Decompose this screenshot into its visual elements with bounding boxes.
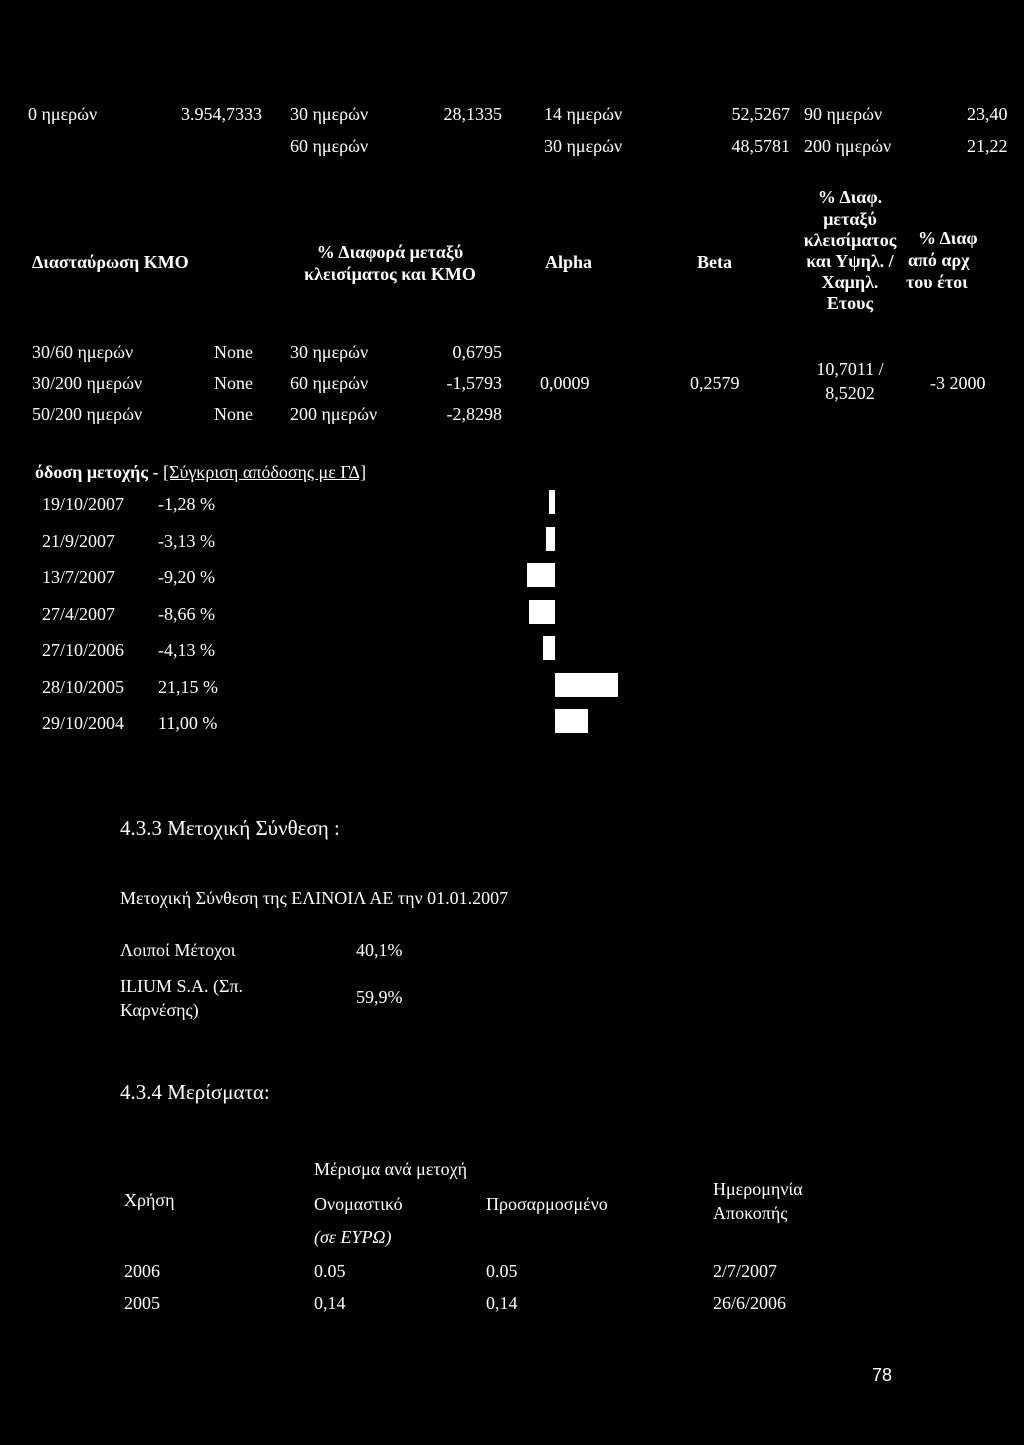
performance-value: -8,66 % xyxy=(158,603,215,624)
dividend-adjusted: 0,14 xyxy=(486,1293,518,1313)
ma-r1-period-3: 14 ημερών xyxy=(544,104,623,124)
cross-pair: 30/60 ημερών xyxy=(32,342,134,362)
dividend-nominal: 0,14 xyxy=(314,1293,346,1313)
ma-r2-value-1: 48,5781 xyxy=(731,136,790,156)
performance-value: 21,15 % xyxy=(158,676,218,697)
performance-value: -3,13 % xyxy=(158,530,215,551)
performance-bar xyxy=(555,673,618,697)
dividend-col-adjusted: Προσαρμοσμένο xyxy=(486,1194,608,1214)
ma-r1-value-1: 3.954,7333 xyxy=(181,104,262,124)
dividend-year: 2005 xyxy=(124,1293,160,1313)
cross-pair: 50/200 ημερών xyxy=(32,404,143,424)
header-hl-line5: Χαμηλ. xyxy=(821,272,879,292)
header-cross: Διασταύρωση ΚΜΟ xyxy=(32,252,189,272)
ma-r1-value-4: 23,40 xyxy=(967,104,1008,124)
cross-period: 30 ημερών xyxy=(290,342,369,362)
performance-bar xyxy=(527,563,555,587)
header-hl-line6: Ετους xyxy=(826,293,874,313)
header-hl-line2: μεταξύ xyxy=(823,209,877,229)
performance-title: όδοση μετοχής xyxy=(35,462,148,482)
dividend-date: 2/7/2007 xyxy=(713,1261,778,1281)
ma-r1-period-1: 0 ημερών xyxy=(28,104,98,124)
performance-value: -4,13 % xyxy=(158,640,215,660)
dividend-col-currency: (σε ΕΥΡΩ) xyxy=(314,1227,392,1247)
shareholder-name: ILIUM S.A. (Σπ. xyxy=(120,976,244,996)
shareholder-name-line2: Καρνέσης) xyxy=(120,1000,199,1020)
dividend-group-header: Μέρισμα ανά μετοχή xyxy=(314,1159,468,1179)
cross-diff: -2,8298 xyxy=(446,404,502,424)
ma-r1-period-2: 30 ημερών xyxy=(290,104,369,124)
performance-date: 29/10/2004 xyxy=(42,713,125,733)
performance-bar xyxy=(543,636,555,660)
section-433-subtitle: Μετοχική Σύνθεση της ΕΛΙΝΟΙΛ ΑΕ την 01.01.2007 xyxy=(120,888,509,908)
ma-r1-value-2: 28,1335 xyxy=(443,104,502,124)
performance-date: 21/9/2007 xyxy=(42,530,116,551)
hl-value-line2: 8,5202 xyxy=(825,383,875,403)
dividend-col-year: Χρήση xyxy=(124,1190,175,1210)
header-beta: Beta xyxy=(697,252,732,272)
performance-value: 11,00 % xyxy=(158,713,218,733)
beta-value: 0,2579 xyxy=(690,373,740,393)
section-434-heading: 4.3.4 Μερίσματα: xyxy=(120,1080,270,1104)
dividend-col-date-line2: Αποκοπής xyxy=(713,1203,788,1223)
cross-diff: -1,5793 xyxy=(446,373,502,393)
shareholder-pct: 59,9% xyxy=(356,987,403,1007)
performance-date: 19/10/2007 xyxy=(42,494,125,514)
header-hl-line4: και Υψηλ. / xyxy=(806,251,894,271)
ma-r2-period-1: 60 ημερών xyxy=(290,136,369,156)
performance-bar xyxy=(555,709,588,733)
performance-date: 27/10/2006 xyxy=(42,640,125,660)
header-diff-line2: κλεισίματος και ΚΜΟ xyxy=(304,264,476,284)
performance-date: 28/10/2005 xyxy=(42,676,125,697)
cross-period: 200 ημερών xyxy=(290,404,378,424)
alpha-value: 0,0009 xyxy=(540,373,590,393)
compare-link[interactable]: [Σύγκριση απόδοσης με ΓΔ] xyxy=(162,462,367,482)
ma-r2-period-3: 200 ημερών xyxy=(804,136,892,156)
performance-date: 27/4/2007 xyxy=(42,603,116,624)
cross-pair: 30/200 ημερών xyxy=(32,373,143,393)
cross-value: None xyxy=(214,404,253,424)
cross-period: 60 ημερών xyxy=(290,373,369,393)
dividend-adjusted: 0.05 xyxy=(486,1261,518,1281)
dividend-col-date-line1: Ημερομηνία xyxy=(713,1179,803,1199)
dividend-year: 2006 xyxy=(124,1261,160,1281)
performance-separator: - xyxy=(152,462,159,482)
performance-date: 13/7/2007 xyxy=(42,567,116,587)
header-diff-line1: % Διαφορά μεταξύ xyxy=(316,242,464,262)
header-start-line3: του έτοι xyxy=(906,272,968,292)
hl-value-line1: 10,7011 / xyxy=(816,359,884,379)
ma-r2-value-2: 21,22 xyxy=(967,136,1008,156)
performance-bar xyxy=(549,490,555,514)
ma-r2-period-2: 30 ημερών xyxy=(544,136,623,156)
header-hl-line1: % Διαφ. xyxy=(817,187,883,207)
shareholder-name: Λοιποί Μέτοχοι xyxy=(120,940,236,960)
header-start-line2: από αρχ xyxy=(908,250,970,270)
performance-bar xyxy=(529,600,555,624)
section-433-heading: 4.3.3 Μετοχική Σύνθεση : xyxy=(120,816,340,840)
performance-title-line xyxy=(35,463,366,481)
shareholder-pct: 40,1% xyxy=(356,940,403,960)
cross-value: None xyxy=(214,342,253,362)
ma-r1-period-4: 90 ημερών xyxy=(804,104,883,124)
ma-r1-value-3: 52,5267 xyxy=(731,104,790,124)
header-alpha: Alpha xyxy=(545,252,593,272)
header-hl-line3: κλεισίματος xyxy=(803,230,897,250)
cross-value: None xyxy=(214,373,253,393)
from-start-value: -3 2000 xyxy=(930,373,986,393)
dividend-nominal: 0.05 xyxy=(314,1261,346,1281)
dividend-col-nominal: Ονομαστικό xyxy=(314,1194,403,1214)
performance-value: -1,28 % xyxy=(158,494,215,514)
dividend-date: 26/6/2006 xyxy=(713,1293,787,1313)
page-number: 78 xyxy=(872,1365,893,1385)
cross-diff: 0,6795 xyxy=(452,342,502,362)
performance-bar xyxy=(546,527,555,551)
header-start-line1: % Διαφ xyxy=(918,228,978,248)
performance-value: -9,20 % xyxy=(158,567,215,587)
